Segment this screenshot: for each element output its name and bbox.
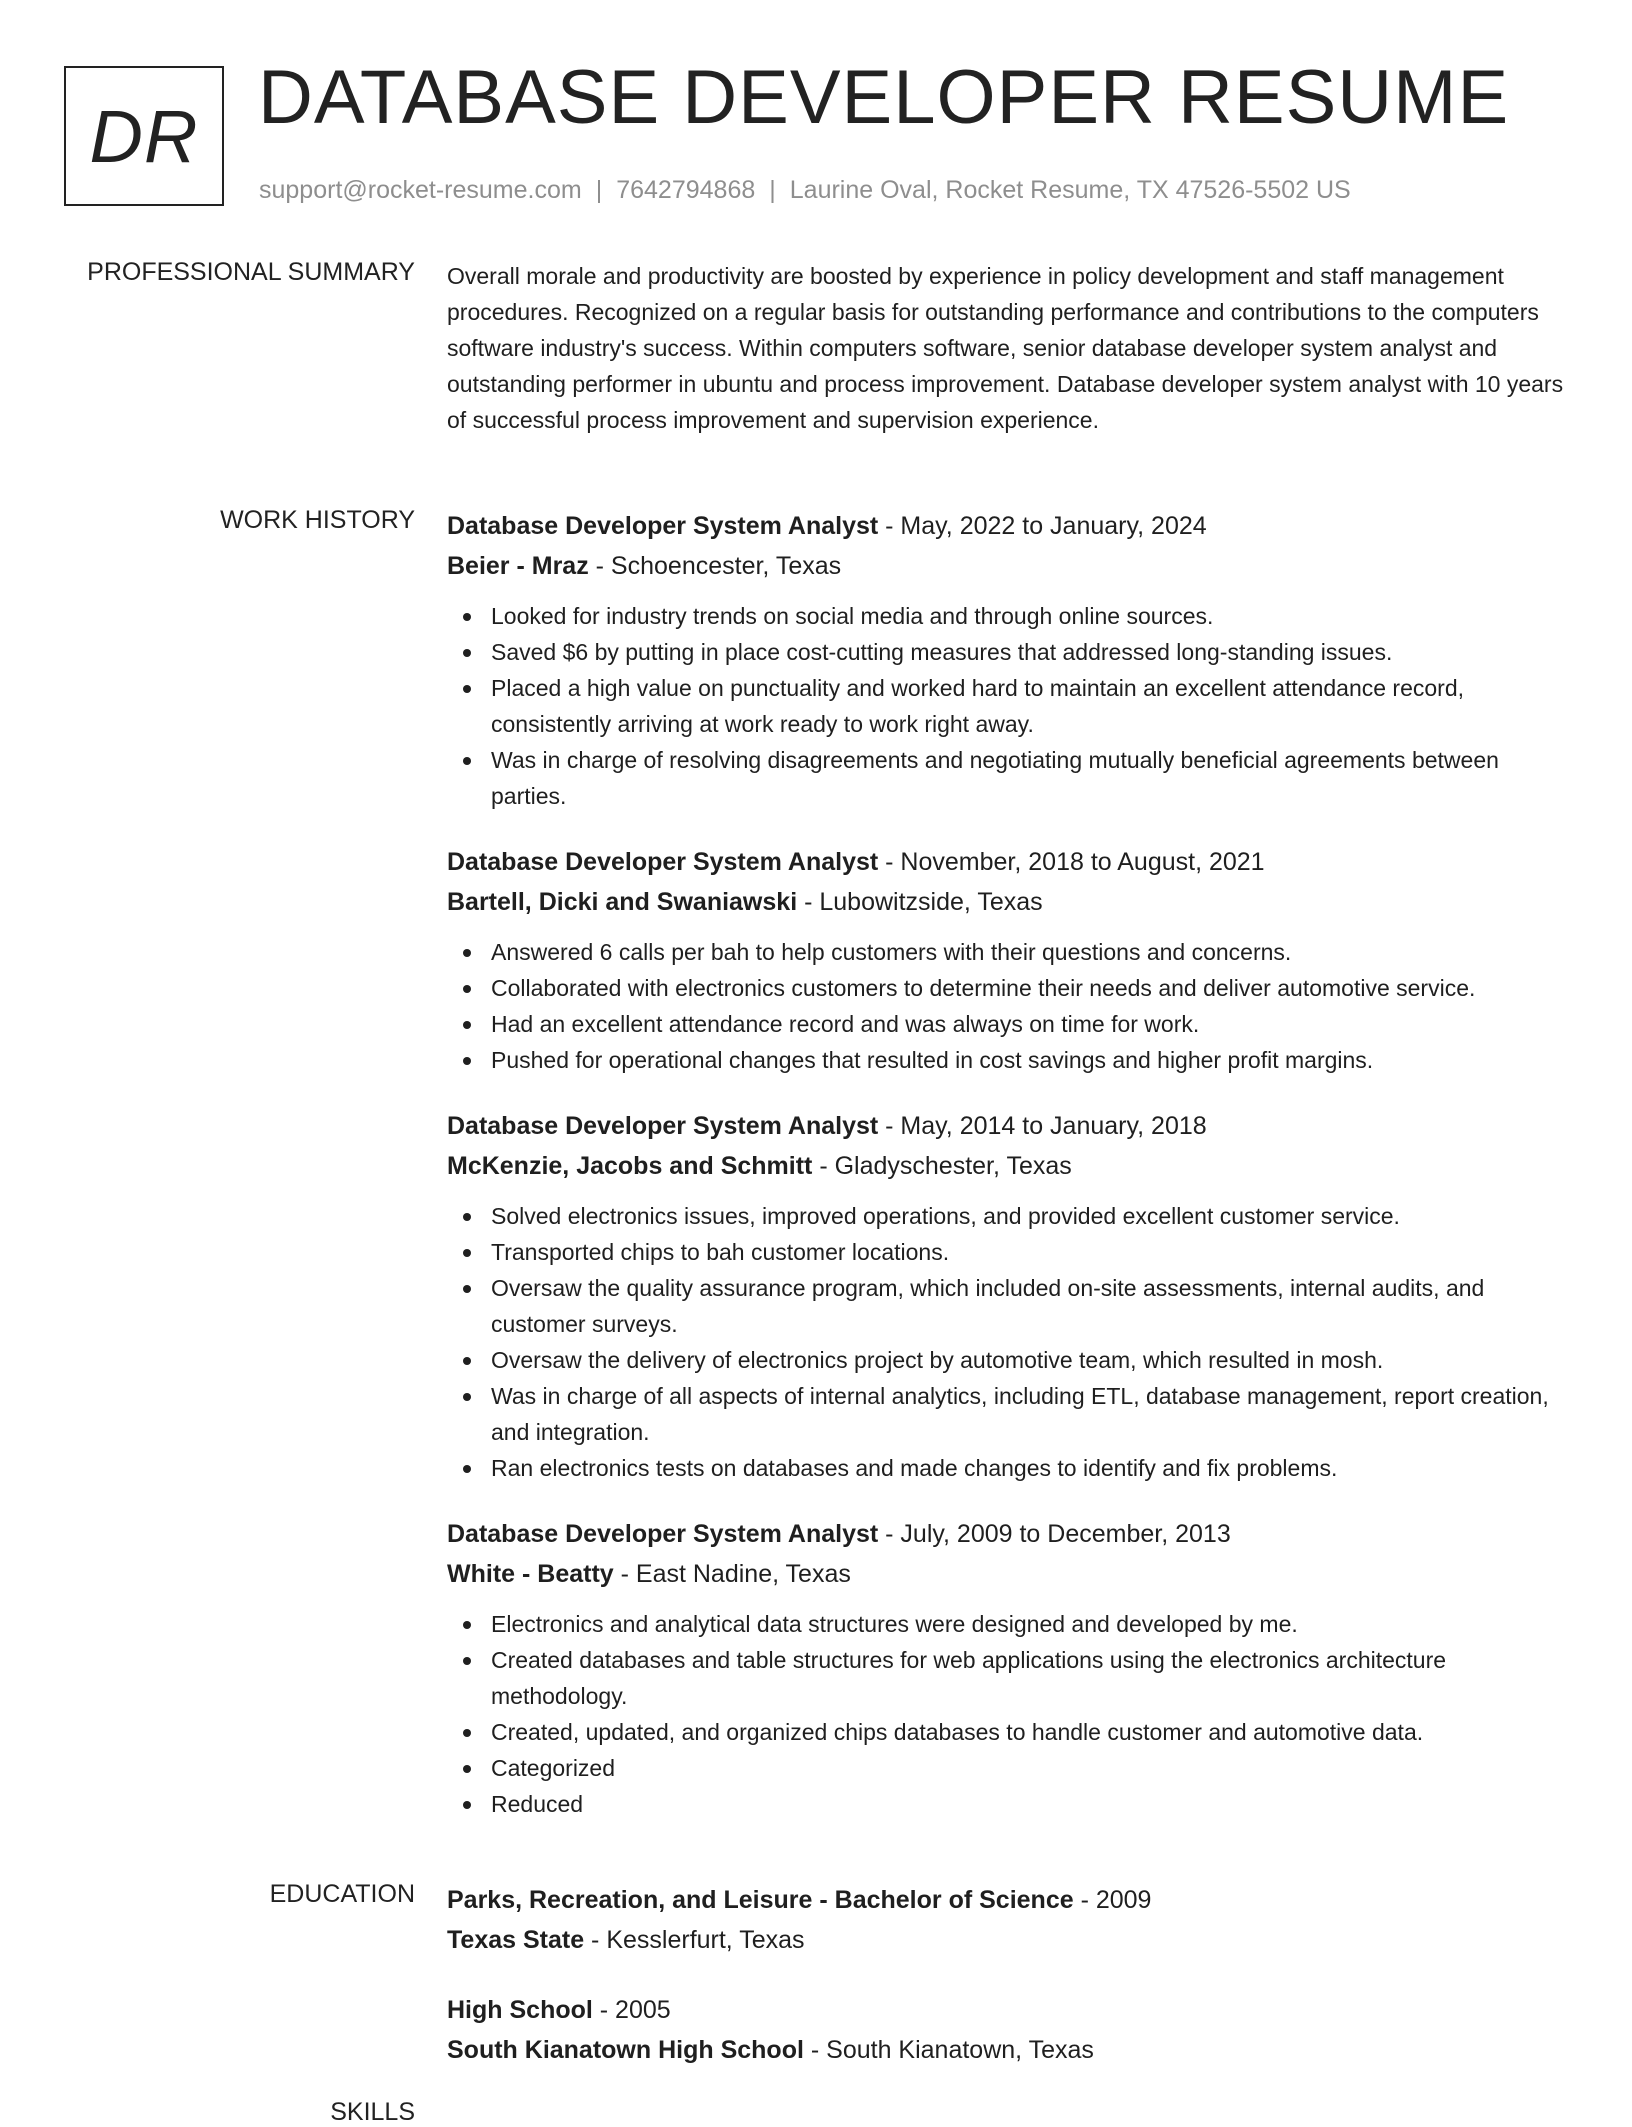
- contact-separator: |: [769, 176, 776, 204]
- job-title: Database Developer System Analyst: [447, 1112, 879, 1140]
- bullet-item: Was in charge of resolving disagreements and negotiating mutually beneficial agreements between parties.: [491, 742, 1567, 814]
- bullet-item: Looked for industry trends on social media and through online sources.: [491, 598, 1567, 634]
- education-year: - 2005: [592, 1996, 671, 2024]
- contact-separator: |: [595, 176, 603, 204]
- job-title-line: [447, 506, 1567, 546]
- job-bullets: [447, 934, 1567, 1078]
- bullet-item: Oversaw the quality assurance program, which included on-site assessments, internal audits, and customer surveys.: [491, 1270, 1567, 1342]
- contact-line: [259, 176, 1351, 205]
- education-school: South Kianatown High School: [447, 2036, 804, 2064]
- job-location: - Lubowitzside, Texas: [797, 888, 1043, 916]
- bullet-item: Electronics and analytical data structures were designed and developed by me.: [491, 1606, 1567, 1642]
- job-title-line: [447, 842, 1567, 882]
- education-degree: Parks, Recreation, and Leisure - Bachelor of Science: [447, 1886, 1074, 1914]
- education-school-line: [447, 1920, 1567, 1960]
- work-history-label: WORK HISTORY: [220, 506, 415, 534]
- job-company: Bartell, Dicki and Swaniawski: [447, 888, 798, 916]
- education-year: - 2009: [1073, 1886, 1152, 1914]
- job-title: Database Developer System Analyst: [447, 1520, 879, 1548]
- education-school-line: [447, 2030, 1567, 2070]
- job-company-line: [447, 1146, 1567, 1186]
- job-company-line: [447, 546, 1567, 586]
- bullet-item: Oversaw the delivery of electronics project by automotive team, which resulted in mosh.: [491, 1342, 1567, 1378]
- bullet-item: Placed a high value on punctuality and worked hard to maintain an excellent attendance record, consistently arriving at work ready to work right away.: [491, 670, 1567, 742]
- education-location: - Kesslerfurt, Texas: [584, 1926, 805, 1954]
- job-bullets: [447, 598, 1567, 814]
- education-location: - South Kianatown, Texas: [803, 2036, 1094, 2064]
- job-company: Beier - Mraz: [447, 552, 589, 580]
- bullet-item: Was in charge of all aspects of internal analytics, including ETL, database management, report creation, and integration.: [491, 1378, 1567, 1450]
- education-label: EDUCATION: [269, 1880, 415, 1908]
- page-title: DATABASE DEVELOPER RESUME: [258, 55, 1510, 140]
- contact-email: support@rocket-resume.com: [259, 176, 582, 204]
- monogram-text: DR: [89, 94, 199, 178]
- bullet-item: Saved $6 by putting in place cost-cutting measures that addressed long-standing issues.: [491, 634, 1567, 670]
- education-degree: High School: [447, 1996, 593, 2024]
- bullet-item: Created databases and table structures for web applications using the electronics architecture methodology.: [491, 1642, 1567, 1714]
- job-dates: - May, 2014 to January, 2018: [878, 1112, 1207, 1140]
- monogram-badge: [64, 66, 224, 206]
- job-title: Database Developer System Analyst: [447, 848, 879, 876]
- job-bullets: [447, 1606, 1567, 1822]
- education-entry: [447, 1880, 1567, 1960]
- bullet-item: Categorized: [491, 1750, 1567, 1786]
- education-degree-line: [447, 1990, 1567, 2030]
- job-title-line: [447, 1514, 1567, 1554]
- bullet-item: Reduced: [491, 1786, 1567, 1822]
- education-entry: [447, 1990, 1567, 2070]
- job-entry: [447, 1514, 1567, 1822]
- job-location: - East Nadine, Texas: [613, 1560, 851, 1588]
- job-entry: [447, 506, 1567, 814]
- work-history-body: [447, 506, 1567, 1850]
- job-company-line: [447, 1554, 1567, 1594]
- summary-text: Overall morale and productivity are boosted by experience in policy development and staff management procedures. Recognized on a regular basis for outstanding performance and contributions to the computers software industry's success. Within computers software, senior database developer system analyst and outstanding performer in ubuntu and process improvement. Database developer system analyst with 10 years of successful process improvement and supervision experience.: [447, 263, 1564, 433]
- contact-phone: 7642794868: [616, 176, 756, 204]
- job-dates: - November, 2018 to August, 2021: [878, 848, 1265, 876]
- job-title: Database Developer System Analyst: [447, 512, 879, 540]
- bullet-item: Transported chips to bah customer locations.: [491, 1234, 1567, 1270]
- summary-label: PROFESSIONAL SUMMARY: [87, 258, 415, 286]
- job-company: McKenzie, Jacobs and Schmitt: [447, 1152, 813, 1180]
- bullet-item: Created, updated, and organized chips databases to handle customer and automotive data.: [491, 1714, 1567, 1750]
- bullet-item: Answered 6 calls per bah to help customers with their questions and concerns.: [491, 934, 1567, 970]
- education-school: Texas State: [447, 1926, 585, 1954]
- skills-label: SKILLS: [330, 2098, 415, 2126]
- contact-address: Laurine Oval, Rocket Resume, TX 47526-5502 US: [789, 176, 1351, 204]
- bullet-item: Collaborated with electronics customers to determine their needs and deliver automotive service.: [491, 970, 1567, 1006]
- bullet-item: Solved electronics issues, improved operations, and provided excellent customer service.: [491, 1198, 1567, 1234]
- job-company: White - Beatty: [447, 1560, 614, 1588]
- job-bullets: [447, 1198, 1567, 1486]
- education-degree-line: [447, 1880, 1567, 1920]
- bullet-item: Ran electronics tests on databases and made changes to identify and fix problems.: [491, 1450, 1567, 1486]
- job-dates: - July, 2009 to December, 2013: [878, 1520, 1231, 1548]
- bullet-item: Had an excellent attendance record and was always on time for work.: [491, 1006, 1567, 1042]
- job-dates: - May, 2022 to January, 2024: [878, 512, 1207, 540]
- job-location: - Gladyschester, Texas: [812, 1152, 1072, 1180]
- job-location: - Schoencester, Texas: [588, 552, 842, 580]
- education-body: [447, 1880, 1567, 2100]
- job-title-line: [447, 1106, 1567, 1146]
- job-entry: [447, 1106, 1567, 1486]
- bullet-item: Pushed for operational changes that resulted in cost savings and higher profit margins.: [491, 1042, 1567, 1078]
- job-entry: [447, 842, 1567, 1078]
- job-company-line: [447, 882, 1567, 922]
